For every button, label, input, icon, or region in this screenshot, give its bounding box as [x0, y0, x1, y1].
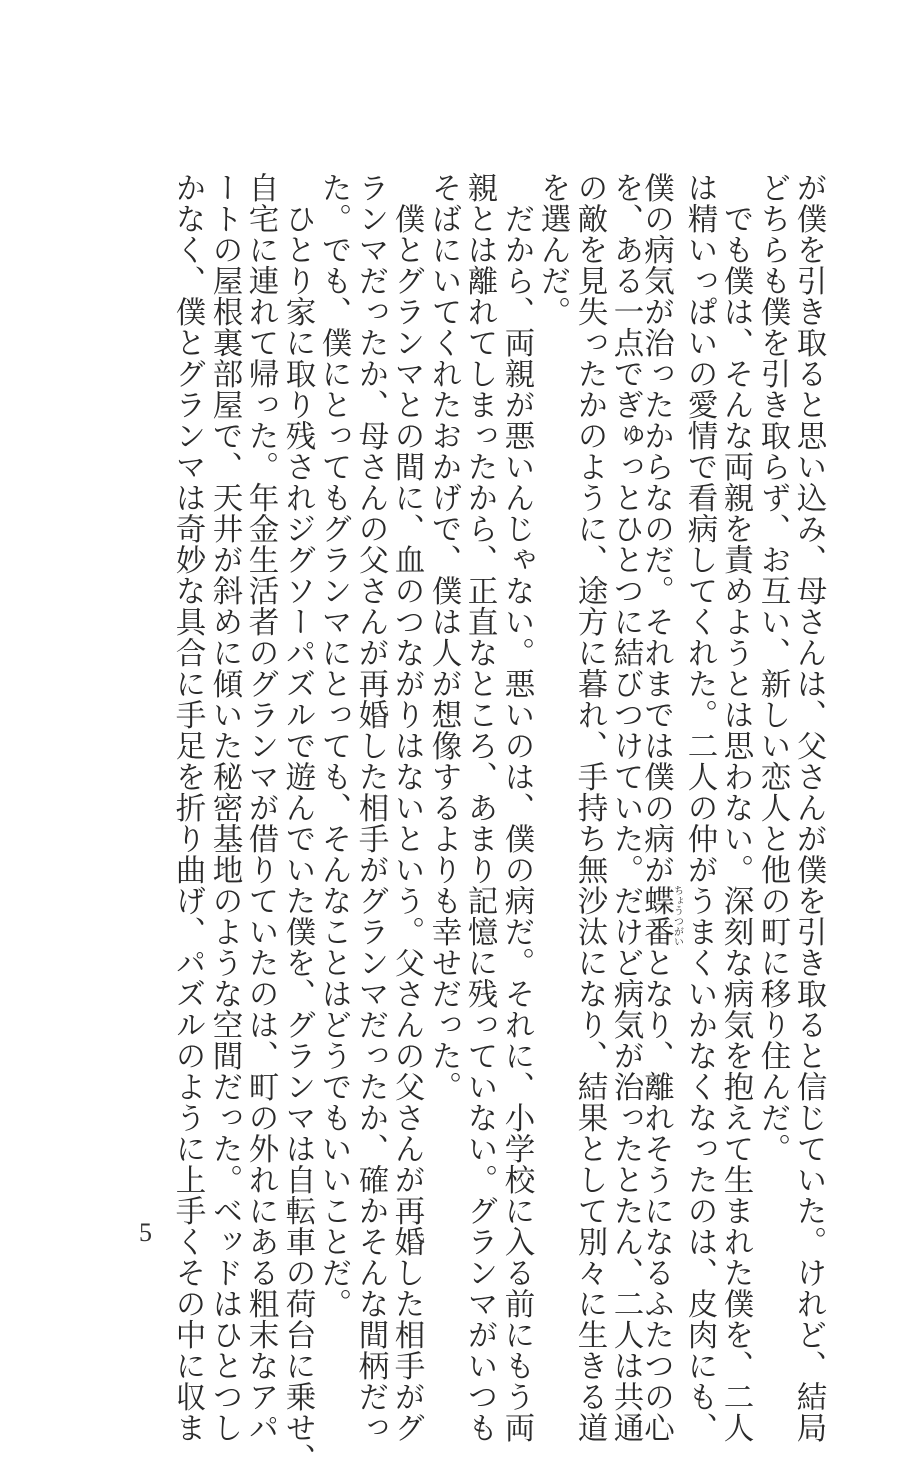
text-line: た。でも、僕にとってもグランマにとっても、そんなことはどうでもいいことだ。 — [316, 172, 351, 1319]
text-segment: となり、離れそうになるふたつの心 — [638, 947, 674, 1443]
text-line: 僕とグランマとの間に、血のつながりはないという。父さんの父さんが再婚した相手がグ — [389, 172, 424, 1443]
ruby-reading: ちょうつがい — [671, 885, 683, 947]
text-line: だから、両親が悪いんじゃない。悪いのは、僕の病だ。それに、小学校に入る前にもう両 — [499, 172, 534, 1443]
text-segment: 僕の病気が治ったからなのだ。それまでは僕の病が — [638, 172, 674, 885]
text-line: を、ある一点でぎゅっとひとつに結びつけていた。だけど病気が治ったとたん、二人は共通 — [608, 172, 643, 1443]
text-line: を選んだ。 — [535, 172, 570, 327]
text-line: 親とは離れてしまったから、正直なところ、あまり記憶に残っていない。グランマがいつも — [462, 172, 497, 1443]
text-line: ひとり家に取り残されジグソーパズルで遊んでいた僕を、グランマは自転車の荷台に乗せ、 — [280, 172, 315, 1474]
text-line: かなく、僕とグランマは奇妙な具合に手足を折り曲げ、パズルのように上手くその中に収ま — [170, 172, 205, 1443]
text-line: の敵を見失ったかのように、途方に暮れ、手持ち無沙汰になり、結果として別々に生きる道 — [572, 172, 607, 1443]
text-line: 自宅に連れて帰った。年金生活者のグランマが借りていたのは、町の外れにある粗末なアパ — [243, 172, 278, 1443]
text-line: ランマだったか、母さんの父さんが再婚した相手がグランマだったか、確かそんな間柄だっ — [353, 172, 388, 1443]
text-line: は精いっぱいの愛情で看病してくれた。二人の仲がうまくいかなくなったのは、皮肉にも、 — [682, 172, 717, 1443]
text-line: でも僕は、そんな両親を責めようとは思わない。深刻な病気を抱えて生まれた僕を、二人 — [718, 172, 753, 1443]
page-number: 5 — [139, 1218, 152, 1247]
text-line: そばにいてくれたおかげで、僕は人が想像するよりも幸せだった。 — [426, 172, 461, 1102]
ruby-base: 蝶番 — [638, 885, 674, 947]
text-line: どちらも僕を引き取らず、お互い、新しい恋人と他の町に移り住んだ。 — [755, 172, 790, 1164]
text-line-with-ruby — [638, 172, 683, 1443]
text-line: が僕を引き取ると思い込み、母さんは、父さんが僕を引き取ると信じていた。けれど、結局 — [791, 172, 826, 1443]
body-text — [0, 172, 900, 1474]
text-line: ートの屋根裏部屋で、天井が斜めに傾いた秘密基地のような空間だった。ベッドはひとつし — [207, 172, 242, 1443]
